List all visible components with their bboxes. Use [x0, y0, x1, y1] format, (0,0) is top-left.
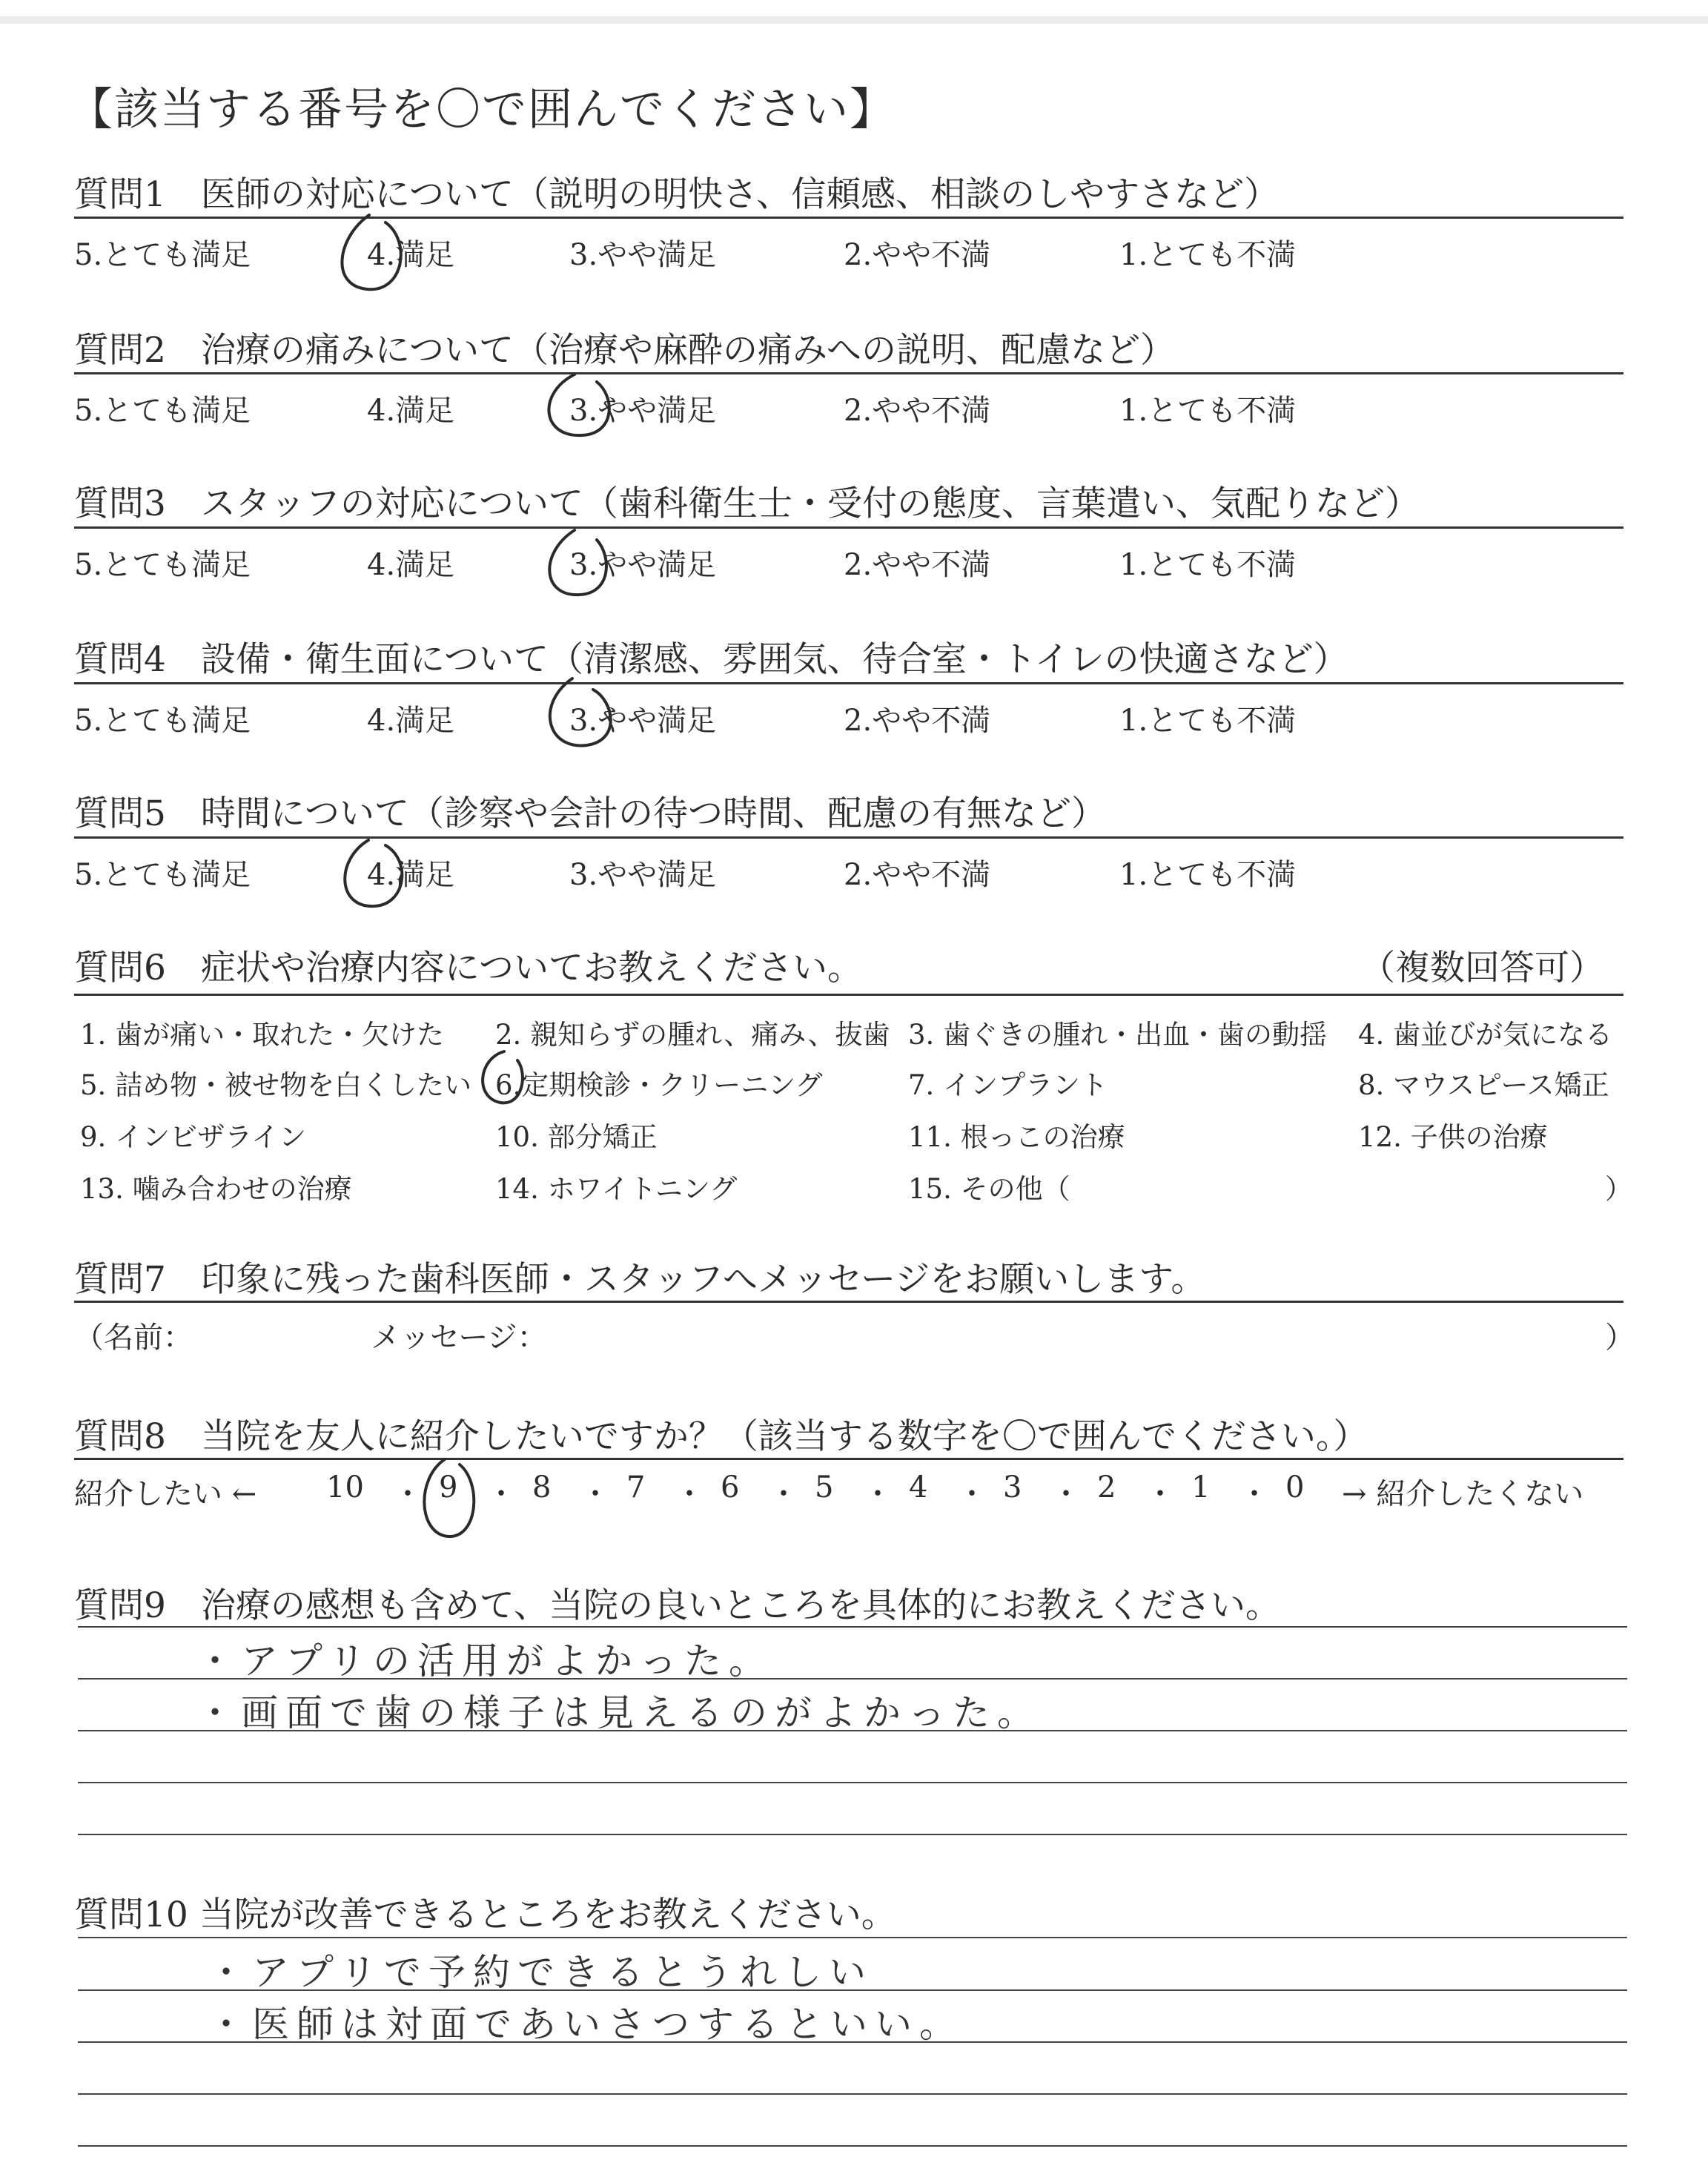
form-title: 【該当する番号を〇で囲んでください】: [68, 84, 896, 136]
q10-answer-2: ・医師は対面であいさつするといい。: [208, 2003, 964, 2046]
q6-option-3[interactable]: 3. 歯ぐきの腫れ・出血・歯の動揺: [908, 1019, 1328, 1051]
q8-number-6[interactable]: 6: [721, 1470, 740, 1505]
q6-option-14[interactable]: 14. ホワイトニング: [495, 1173, 738, 1205]
q10-answer-1: ・アプリで予約できるとうれしい: [208, 1951, 873, 1994]
q7-name-label[interactable]: （名前：: [74, 1321, 193, 1355]
question-10-label: 質問10 当院が改善できるところをお教えください。: [74, 1895, 896, 1935]
q8-number-1[interactable]: 1: [1191, 1470, 1211, 1505]
q8-selection-circle: [424, 1459, 474, 1536]
q3-option-1[interactable]: 1.とても不満: [1119, 548, 1297, 582]
q2-option-2[interactable]: 2.やや不満: [844, 394, 991, 428]
q2-option-3[interactable]: 3.やや満足: [569, 394, 717, 428]
q8-dot: ・: [393, 1477, 423, 1511]
q8-number-8[interactable]: 8: [532, 1470, 552, 1505]
q6-option-6[interactable]: 6.定期検診・クリーニング: [495, 1069, 823, 1101]
q2-option-5[interactable]: 5.とても満足: [74, 394, 251, 428]
q8-dot: ・: [580, 1477, 610, 1511]
q6-option-5[interactable]: 5. 詰め物・被せ物を白くしたい: [80, 1069, 472, 1101]
q8-dot: ・: [1051, 1477, 1081, 1511]
question-2-label: 質問2 治療の痛みについて（治療や麻酔の痛みへの説明、配慮など）: [74, 330, 1176, 371]
question-9-label: 質問9 治療の感想も含めて、当院の良いところを具体的にお教えください。: [74, 1585, 1280, 1626]
q8-number-0[interactable]: 0: [1285, 1470, 1305, 1505]
q6-option-1[interactable]: 1. 歯が痛い・取れた・欠けた: [80, 1019, 445, 1051]
question-7-label: 質問7 印象に残った歯科医師・スタッフへメッセージをお願いします。: [74, 1259, 1206, 1300]
q8-dot: ・: [1145, 1477, 1175, 1511]
q4-option-4[interactable]: 4.満足: [367, 704, 455, 738]
q6-option-8[interactable]: 8. マウスピース矯正: [1358, 1069, 1609, 1101]
question-6-note: （複数回答可）: [1360, 948, 1604, 988]
question-8-label: 質問8 当院を友人に紹介したいですか？（該当する数字を〇で囲んでください。）: [74, 1416, 1368, 1457]
q3-option-2[interactable]: 2.やや不満: [844, 548, 991, 582]
q6-option-9[interactable]: 9. インビザライン: [80, 1121, 306, 1153]
q5-option-3[interactable]: 3.やや満足: [569, 858, 717, 892]
q6-option-10[interactable]: 10. 部分矯正: [495, 1121, 658, 1153]
question-4-label: 質問4 設備・衛生面について（清潔感、雰囲気、待合室・トイレの快適さなど）: [74, 639, 1348, 680]
q8-number-7[interactable]: 7: [626, 1470, 646, 1505]
q8-number-2[interactable]: 2: [1097, 1470, 1116, 1505]
q3-option-3[interactable]: 3.やや満足: [569, 548, 717, 582]
q8-dot: ・: [769, 1477, 798, 1511]
q2-selection-circle: [549, 374, 609, 435]
q5-option-2[interactable]: 2.やや不満: [844, 858, 991, 892]
q8-dot: ・: [675, 1477, 704, 1511]
q8-dot: ・: [1239, 1477, 1269, 1511]
q1-selection-circle: [342, 215, 400, 289]
q3-option-5[interactable]: 5.とても満足: [74, 548, 251, 582]
q6-option-11[interactable]: 11. 根っこの治療: [908, 1121, 1125, 1153]
q5-option-1[interactable]: 1.とても不満: [1119, 858, 1297, 892]
q4-option-1[interactable]: 1.とても不満: [1119, 704, 1297, 738]
q1-option-1[interactable]: 1.とても不満: [1119, 238, 1297, 272]
q9-answer-1: ・アプリの活用がよかった。: [196, 1639, 773, 1682]
q6-option-7[interactable]: 7. インプラント: [908, 1069, 1108, 1101]
q8-number-10[interactable]: 10: [326, 1470, 364, 1505]
q7-message-label[interactable]: メッセージ：: [371, 1321, 547, 1355]
q8-number-4[interactable]: 4: [909, 1470, 928, 1505]
q4-option-3[interactable]: 3.やや満足: [569, 704, 717, 738]
q3-option-4[interactable]: 4.満足: [367, 548, 455, 582]
question-6-label: 質問6 症状や治療内容についてお教えください。: [74, 948, 862, 988]
q5-option-5[interactable]: 5.とても満足: [74, 858, 251, 892]
q1-option-3[interactable]: 3.やや満足: [569, 238, 717, 272]
q5-selection-circle: [345, 840, 402, 906]
question-3-label: 質問3 スタッフの対応について（歯科衛生士・受付の態度、言葉遣い、気配りなど）: [74, 483, 1420, 524]
q2-option-1[interactable]: 1.とても不満: [1119, 394, 1297, 428]
q1-option-5[interactable]: 5.とても満足: [74, 238, 251, 272]
q1-option-2[interactable]: 2.やや不満: [844, 238, 991, 272]
q8-right-label: → 紹介したくない: [1342, 1477, 1584, 1511]
q6-option-12[interactable]: 12. 子供の治療: [1358, 1121, 1548, 1153]
q7-close: ）: [1605, 1321, 1635, 1355]
q4-option-5[interactable]: 5.とても満足: [74, 704, 251, 738]
q2-option-4[interactable]: 4.満足: [367, 394, 455, 428]
question-1-label: 質問1 医師の対応について（説明の明快さ、信頼感、相談のしやすさなど）: [74, 174, 1280, 215]
q8-number-3[interactable]: 3: [1003, 1470, 1022, 1505]
q3-selection-circle: [549, 530, 606, 595]
q8-dot: ・: [957, 1477, 987, 1511]
q6-option-4[interactable]: 4. 歯並びが気になる: [1358, 1019, 1613, 1051]
q5-option-4[interactable]: 4.満足: [367, 858, 455, 892]
q8-dot: ・: [486, 1477, 516, 1511]
q6-option-2[interactable]: 2. 親知らずの腫れ、痛み、抜歯: [495, 1019, 890, 1051]
q8-number-5[interactable]: 5: [815, 1470, 834, 1505]
q8-number-9[interactable]: 9: [439, 1470, 458, 1505]
q1-option-4[interactable]: 4.満足: [367, 238, 455, 272]
q6-option-13[interactable]: 13. 噛み合わせの治療: [80, 1173, 352, 1205]
q8-dot: ・: [863, 1477, 893, 1511]
q6-selection-circle: [483, 1051, 523, 1103]
q9-answer-2: ・画面で歯の様子は見えるのがよかった。: [196, 1691, 1042, 1734]
q4-option-2[interactable]: 2.やや不満: [844, 704, 991, 738]
q8-left-label: 紹介したい ←: [74, 1477, 257, 1511]
question-5-label: 質問5 時間について（診察や会計の待つ時間、配慮の有無など）: [74, 793, 1106, 834]
q6-option-15-close: ）: [1605, 1173, 1632, 1205]
q6-option-15[interactable]: 15. その他（: [908, 1173, 1070, 1205]
q4-selection-circle: [550, 678, 611, 746]
